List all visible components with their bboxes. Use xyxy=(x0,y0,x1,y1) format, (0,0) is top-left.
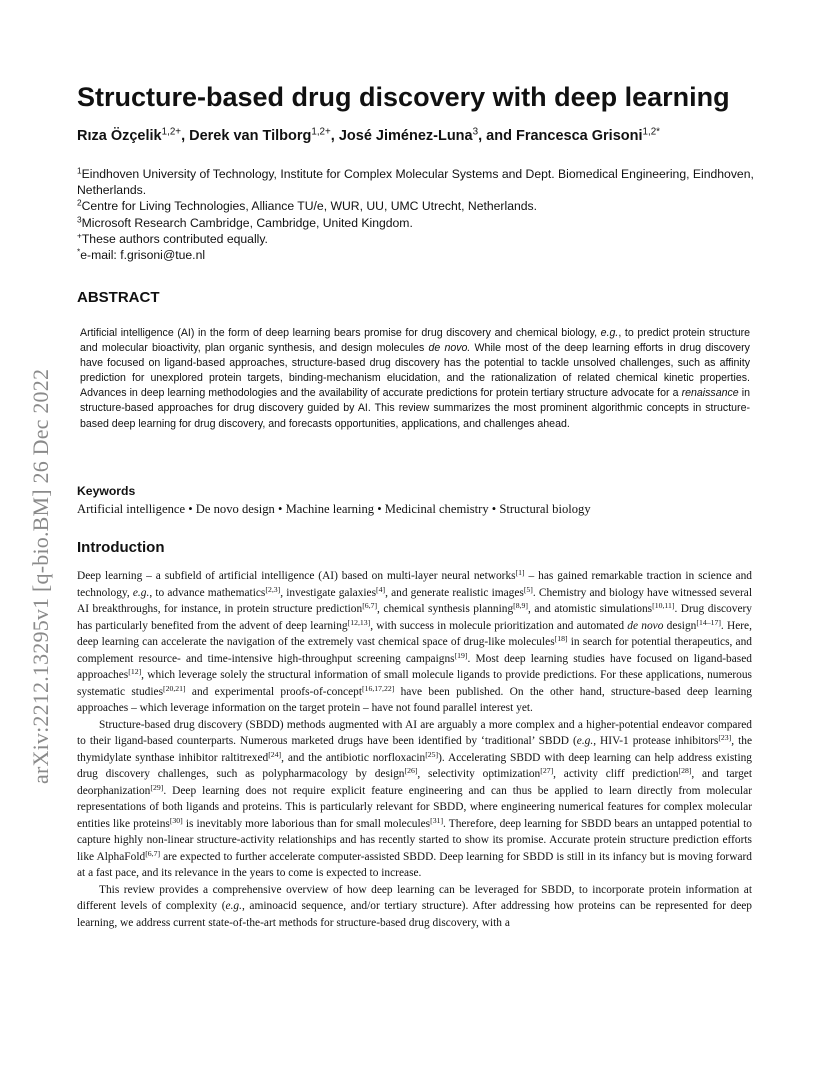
body-text: , to advance mathematics xyxy=(149,586,266,599)
body-text: design xyxy=(663,619,697,632)
body-text: . Chemistry and biology have witnessed several AI breakthroughs, for instance, in protein structure prediction xyxy=(77,586,753,615)
body-text: are expected to further accelerate computer-assisted SBDD. Deep learning for SBDD is still in its infancy but is moving forward at a fast pace, and its relevance in the years to come is expected to increase. xyxy=(77,850,752,879)
introduction-heading: Introduction xyxy=(77,539,165,556)
author-name: José Jiménez-Luna xyxy=(338,128,473,144)
citation-ref: [29] xyxy=(150,782,164,792)
introduction-body xyxy=(77,568,752,931)
body-text: , HIV-1 protease inhibitors xyxy=(593,735,719,747)
citation-ref: [24] xyxy=(268,749,282,759)
author-affiliation-mark: 1,2+ xyxy=(161,126,182,138)
keywords-heading: Keywords xyxy=(77,484,136,498)
abstract-text: While most of the deep learning efforts in drug discovery have focused on ligand-based approaches, structure-based drug discovery has the potential to tackle unsolved challenges, such as affinity prediction for unexplored protein targets, binding-mechanism elucidation, and the rationalization of related chemical kinetic properties. Advances in deep learning methodologies and the availability of accurate predictions for protein tertiary structure advocate for a xyxy=(80,342,750,400)
citation-ref: [27] xyxy=(540,765,554,775)
italic-text: e.g. xyxy=(132,586,150,599)
body-text: , and generate realistic images xyxy=(385,586,524,599)
affiliation-text: Microsoft Research Cambridge, Cambridge, United Kingdom. xyxy=(81,215,413,230)
abstract-text: in structure-based approaches for drug discovery guided by AI. This review summarizes the most prominent algorithmic concepts in structure-based deep learning for drug discovery, and forecasts opportunities, applications, and challenges ahead. xyxy=(80,387,750,430)
citation-ref: [30] xyxy=(169,815,183,825)
italic-text: e.g. xyxy=(600,327,619,339)
keyword-item: De novo design xyxy=(195,502,275,516)
abstract-text: Artificial intelligence (AI) in the form of deep learning bears promise for drug discovery and chemical biology, xyxy=(80,327,601,339)
author-separator: , xyxy=(181,128,190,144)
author-name: Francesca Grisoni xyxy=(515,128,643,144)
body-text: Deep learning – a subfield of artificial intelligence (AI) based on multi-layer neural networks xyxy=(77,570,516,582)
keyword-item: Structural biology xyxy=(499,502,591,516)
citation-ref: [8,9] xyxy=(513,600,529,610)
affiliation-text: e-mail: f.grisoni@tue.nl xyxy=(80,248,206,263)
citation-ref: [18] xyxy=(554,633,568,643)
introduction-paragraph xyxy=(77,882,752,932)
body-text: is inevitably more laborious than for small molecules xyxy=(182,817,431,830)
body-text: , and atomistic simulations xyxy=(528,603,653,615)
abstract-body xyxy=(80,326,750,432)
citation-ref: [12,13] xyxy=(347,617,371,627)
citation-ref: [31] xyxy=(430,815,444,825)
body-text: , and the antibiotic norfloxacin xyxy=(281,751,426,764)
italic-text: de novo. xyxy=(428,342,471,355)
abstract-heading: ABSTRACT xyxy=(77,289,160,306)
body-text: have been published. On the other hand, structure-based deep learning approaches – which leverage information on the target protein – have not found parallel interest yet. xyxy=(77,685,752,714)
affiliation-item xyxy=(77,231,757,247)
affiliation-mark: * xyxy=(77,246,81,257)
affiliation-item xyxy=(77,247,757,263)
introduction-paragraph xyxy=(77,568,752,717)
author-separator: , xyxy=(330,128,339,144)
keyword-separator: • xyxy=(185,502,196,516)
keyword-item: Machine learning xyxy=(285,502,375,516)
citation-ref: [12] xyxy=(128,666,142,676)
affiliation-text: Centre for Living Technologies, Alliance TU/e, WUR, UU, UMC Utrecht, Netherlands. xyxy=(81,199,538,214)
body-text: . Drug discovery has particularly benefited from the advent of deep learning xyxy=(77,603,752,632)
body-text: . Here, deep learning can accelerate the navigation of the extremely vast chemical space of drug-like molecules xyxy=(77,619,752,648)
body-text: This review provides a comprehensive overview of how deep learning can be leveraged for SBDD, to incorporate protein information at different levels of complexity ( xyxy=(77,883,752,912)
author-separator: , and xyxy=(478,128,516,144)
body-text: . Deep learning does not require explicit feature engineering and can thus be applied to learn directly from molecular representations of both ligands and proteins. This is particularly relevant for SBDD, where engineering numerical features for complex molecular entities like proteins xyxy=(77,784,752,830)
affiliation-mark: 3 xyxy=(77,214,82,225)
keyword-item: Medicinal chemistry xyxy=(384,502,489,516)
body-text: , the thymidylate synthase inhibitor raltitrexed xyxy=(77,735,752,764)
citation-ref: [19] xyxy=(454,650,468,660)
affiliation-mark: 2 xyxy=(77,197,82,208)
citation-ref: [10,11] xyxy=(652,600,675,610)
italic-text: e.g. xyxy=(576,735,594,747)
affiliation-item xyxy=(77,215,757,231)
citation-ref: [20,21] xyxy=(163,683,186,693)
arxiv-stamp xyxy=(24,264,54,784)
body-text: , chemical synthesis planning xyxy=(377,603,514,615)
body-text: . Therefore, deep learning for SBDD bears an untapped potential to capture highly non-linear structure-activity relationships and has recently started to show its promise. Accurate protein structure prediction efforts like AlphaFold xyxy=(77,817,752,863)
citation-ref: [16,17,22] xyxy=(362,683,395,693)
citation-ref: [23] xyxy=(718,732,732,742)
body-text: ). Accelerating SBDD with deep learning can help address existing drug discovery challenges, such as polypharmacology by design xyxy=(77,751,752,780)
body-text: , with success in molecule prioritization and automated xyxy=(370,619,628,632)
keyword-separator: • xyxy=(488,502,500,516)
paper-title: Structure-based drug discovery with deep learning xyxy=(77,82,730,112)
italic-text: renaissance xyxy=(681,387,739,400)
affiliation-text: These authors contributed equally. xyxy=(81,231,268,246)
body-text: . Most deep learning studies have focused on ligand-based approaches xyxy=(77,652,752,681)
body-text: in search for potential therapeutics, and complement resource- and time-intensive high-throughput screening campaigns xyxy=(77,636,752,665)
affiliation-item xyxy=(77,166,757,198)
body-text: and experimental proofs-of-concept xyxy=(185,685,362,698)
citation-ref: [14–17] xyxy=(696,617,721,627)
body-text: – has gained remarkable traction in science and technology, xyxy=(77,570,752,599)
author-name: Derek van Tilborg xyxy=(189,128,312,144)
body-text: , and target deorphanization xyxy=(77,768,753,797)
citation-ref: [4] xyxy=(376,584,386,594)
affiliation-text: Eindhoven University of Technology, Institute for Complex Molecular Systems and Dept. Biomedical Engineering, Eindhoven, Netherlands. xyxy=(77,167,754,198)
citation-ref: [2,3] xyxy=(265,584,281,594)
citation-ref: [25] xyxy=(425,749,439,759)
body-text: , activity cliff prediction xyxy=(553,768,679,780)
body-text: , investigate galaxies xyxy=(280,586,377,599)
affiliation-mark: + xyxy=(77,230,82,241)
author-list xyxy=(77,126,797,146)
citation-ref: [6,7] xyxy=(362,600,378,610)
keyword-separator: • xyxy=(274,502,286,516)
keyword-item: Artificial intelligence xyxy=(77,502,186,516)
citation-ref: [26] xyxy=(404,765,418,775)
introduction-paragraph xyxy=(77,717,752,882)
author-name: Rıza Özçelik xyxy=(77,128,162,144)
body-text: , aminoacid sequence, and/or tertiary structure). After addressing how proteins can be represented for deep learning, we address current state-of-the-art methods for structure-based drug discovery, with a xyxy=(77,900,752,929)
italic-text: e.g. xyxy=(225,900,242,912)
keyword-separator: • xyxy=(374,502,385,516)
italic-text: de novo xyxy=(627,619,664,632)
citation-ref: [28] xyxy=(678,765,692,775)
affiliation-item xyxy=(77,198,757,214)
citation-ref: [1] xyxy=(515,567,525,577)
author-affiliation-mark: 1,2+ xyxy=(311,126,331,138)
citation-ref: [6,7] xyxy=(145,848,161,858)
affiliation-list xyxy=(77,166,757,263)
abstract-text: , to predict protein structure and molecular bioactivity, plan organic synthesis, and design molecules xyxy=(80,327,751,355)
citation-ref: [5] xyxy=(523,584,533,594)
author-affiliation-mark: 1,2* xyxy=(642,126,661,138)
arxiv-stamp-text: arXiv:2212.13295v1 [q-bio.BM] 26 Dec 2022 xyxy=(28,368,53,784)
body-text: , which leverage solely the structural information of small molecule ligands to provide predictions. For these applications, numerous systematic studies xyxy=(77,669,752,698)
body-text: , selectivity optimization xyxy=(417,768,541,780)
author-affiliation-mark: 3 xyxy=(472,126,479,138)
keywords-list xyxy=(77,501,757,517)
affiliation-mark: 1 xyxy=(77,165,82,176)
body-text: Structure-based drug discovery (SBDD) methods augmented with AI are arguably a more complex and a higher-potential endeavor compared to their ligand-based counterparts. Numerous marketed drugs have been identified by ‘traditional’ SBDD ( xyxy=(77,718,752,747)
